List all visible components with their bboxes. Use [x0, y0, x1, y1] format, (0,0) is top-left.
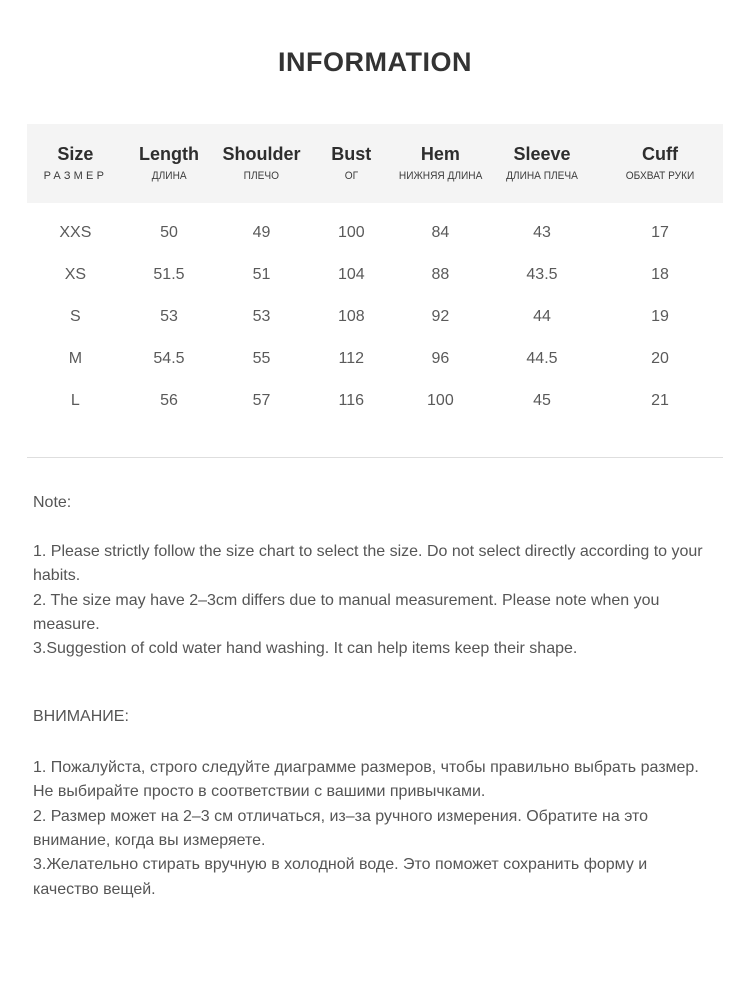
column-header-cuff-ru: ОБХВАТ РУКИ [625, 170, 695, 183]
column-header-bust-ru: ОГ [344, 170, 358, 183]
notes-ru-body [33, 756, 717, 902]
note-en-item-2: 2. The size may have 2–3cm differs due to manual measurement. Please note when you measure. [33, 591, 660, 634]
cell-hem: 84 [431, 224, 450, 242]
cell-size: XS [64, 266, 87, 284]
column-header-length-en: Length [138, 143, 199, 164]
column-header-size-en: Size [57, 143, 94, 164]
cell-sleeve: 43 [533, 224, 551, 242]
cell-size: L [70, 392, 80, 410]
note-ru-item-1: 1. Пожалуйста, строго следуйте диаграмме размеров, чтобы правильно выбрать размер. Не выбирайте просто в соответствии с вашими привычками. [33, 759, 699, 801]
column-header-bust [309, 124, 394, 203]
page-title: INFORMATION [278, 47, 472, 77]
cell-shoulder: 55 [252, 350, 271, 368]
cell-size: S [70, 308, 81, 326]
size-chart-container [27, 78, 723, 422]
cell-sleeve: 44.5 [526, 350, 558, 368]
cell-shoulder: 49 [252, 224, 271, 242]
cell-length: 53 [160, 308, 178, 326]
cell-length: 51.5 [153, 266, 185, 284]
table-row [27, 380, 723, 422]
size-chart-table [27, 124, 723, 422]
table-row [27, 296, 723, 338]
column-header-hem-ru: НИЖНЯЯ ДЛИНА [398, 170, 483, 183]
cell-sleeve: 45 [533, 392, 551, 410]
note-en-item-3: 3.Suggestion of cold water hand washing. It can help items keep their shape. [33, 640, 578, 658]
cell-cuff: 21 [651, 392, 669, 410]
cell-cuff: 20 [651, 350, 669, 368]
cell-sleeve: 44 [533, 308, 551, 326]
cell-length: 54.5 [153, 350, 185, 368]
table-row [27, 254, 723, 296]
notes-en-heading: Note: [33, 493, 72, 511]
column-header-hem-en: Hem [420, 143, 460, 164]
note-ru-item-3: 3.Желательно стирать вручную в холодной воде. Это поможет сохранить форму и качество вещей. [33, 856, 648, 898]
size-chart-header [27, 124, 723, 203]
column-header-sleeve-en: Sleeve [513, 143, 571, 164]
cell-hem: 92 [431, 308, 450, 326]
column-header-size-ru: РАЗМЕР [43, 170, 108, 183]
cell-sleeve: 43.5 [526, 266, 558, 284]
cell-cuff: 19 [651, 308, 669, 326]
cell-cuff: 17 [651, 224, 669, 242]
column-header-length [124, 124, 214, 203]
cell-cuff: 18 [651, 266, 669, 284]
cell-shoulder: 57 [252, 392, 271, 410]
cell-length: 56 [160, 392, 178, 410]
cell-size: XXS [59, 224, 92, 242]
cell-size: M [68, 350, 83, 368]
note-ru-item-2: 2. Размер может на 2–3 см отличаться, из–за ручного измерения. Обратите на это внимание, когда вы измеряете. [33, 807, 649, 850]
header-row [27, 124, 723, 203]
note-en-item-1: 1. Please strictly follow the size chart to select the size. Do not select directly according to your habits. [33, 543, 703, 585]
column-header-shoulder-en: Shoulder [222, 143, 301, 164]
table-row [27, 203, 723, 254]
cell-bust: 104 [337, 266, 365, 284]
notes-ru-block [33, 706, 717, 902]
cell-bust: 116 [338, 392, 365, 410]
column-header-sleeve-ru: ДЛИНА ПЛЕЧА [506, 170, 578, 183]
column-header-shoulder-ru: ПЛЕЧО [243, 170, 280, 183]
column-header-cuff-en: Cuff [641, 143, 678, 164]
column-header-hem [394, 124, 487, 203]
column-header-cuff [597, 124, 723, 203]
cell-shoulder: 51 [252, 266, 271, 284]
cell-bust: 112 [338, 350, 365, 368]
cell-bust: 108 [337, 308, 365, 326]
cell-length: 50 [160, 224, 178, 242]
cell-bust: 100 [337, 224, 365, 242]
cell-shoulder: 53 [252, 308, 271, 326]
notes-en-body [33, 540, 705, 662]
notes-section [33, 458, 717, 902]
column-header-size [27, 124, 124, 203]
notes-ru-heading: ВНИМАНИЕ: [33, 707, 129, 725]
column-header-bust-en: Bust [331, 143, 372, 164]
size-chart-body [27, 203, 723, 422]
table-row [27, 338, 723, 380]
cell-hem: 96 [431, 350, 450, 368]
column-header-length-ru: ДЛИНА [151, 170, 187, 183]
cell-hem: 100 [427, 392, 454, 410]
column-header-shoulder [214, 124, 309, 203]
column-header-sleeve [487, 124, 597, 203]
cell-hem: 88 [431, 266, 450, 284]
